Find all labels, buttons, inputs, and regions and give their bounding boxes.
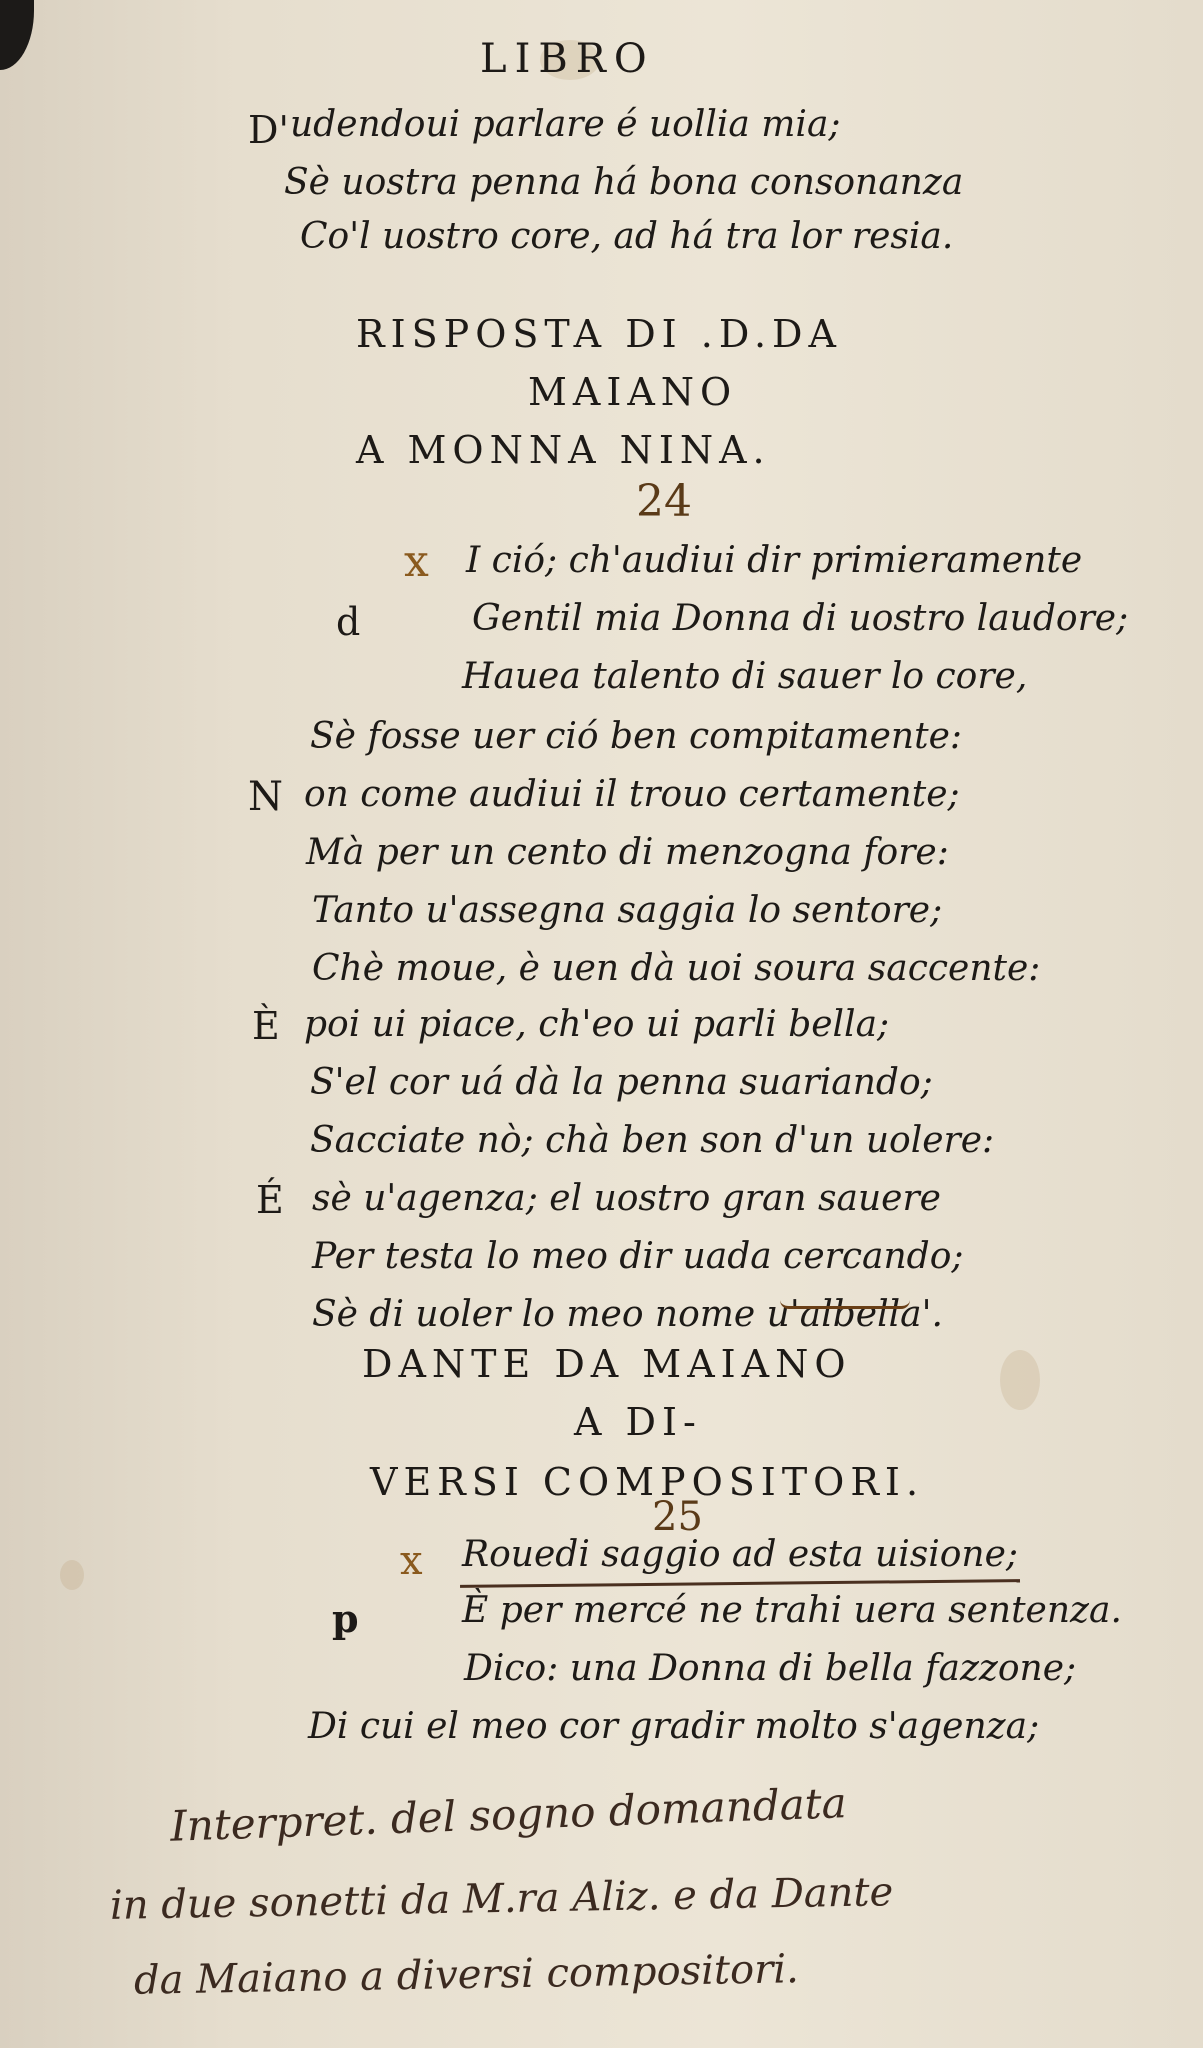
margin-letter: d (336, 600, 361, 644)
intro-initial: D' (248, 108, 289, 152)
section-heading: A DI- (574, 1400, 702, 1444)
text-line: S'el cor uá dà la penna suariando; (310, 1062, 933, 1103)
section-heading: DANTE DA MAIANO (362, 1342, 852, 1386)
page-number-annotation: 24 (636, 476, 692, 527)
handwritten-underline (460, 1575, 1020, 1588)
section-heading: MAIANO (528, 370, 738, 414)
running-head: LIBRO (480, 36, 655, 82)
margin-letter: p (332, 1596, 359, 1641)
handwritten-note-line: Interpret. del sogno domandata (169, 1778, 848, 1851)
handwritten-note-line: in due sonetti da M.ra Aliz. e da Dante (109, 1869, 894, 1929)
page-number-annotation: 25 (652, 1494, 703, 1540)
section-heading: VERSI COMPOSITORI. (370, 1460, 925, 1504)
verse-initial: È (252, 1004, 280, 1048)
text-line: Tanto u'assegna saggia lo sentore; (312, 890, 943, 931)
text-line: Sacciate nò; chà ben son d'un uolere: (310, 1120, 995, 1161)
text-line: Dico: una Donna di bella fazzone; (464, 1648, 1077, 1689)
section-heading: RISPOSTA DI .D.DA (356, 312, 842, 356)
text-line: Sè di uoler lo meo nome u'albella'. (312, 1294, 943, 1335)
text-line: Co'l uostro core, ad há tra lor resia. (300, 216, 954, 257)
text-line: Sè uostra penna há bona consonanza (284, 162, 964, 203)
x-marker: x (404, 536, 429, 587)
handwritten-underline (780, 1300, 910, 1309)
handwritten-note-line: da Maiano a diversi compositori. (133, 1946, 800, 2004)
text-line: Chè moue, è uen dà uoi soura saccente: (312, 948, 1041, 989)
text-line: Per testa lo meo dir uada cercando; (312, 1236, 964, 1277)
verse-initial: N (248, 774, 283, 820)
text-line: Gentil mia Donna di uostro laudore; (472, 598, 1129, 639)
text-line: Mà per un cento di menzogna fore: (306, 832, 949, 873)
page-corner-shadow (0, 0, 34, 70)
text-line: Di cui el meo cor gradir molto s'agenza; (308, 1706, 1040, 1747)
verse-initial: É (256, 1178, 284, 1222)
text-line: I ció; ch'audiui dir primieramente (466, 540, 1083, 581)
text-line: È per mercé ne trahi uera sentenza. (462, 1590, 1122, 1631)
section-heading: A MONNA NINA. (356, 428, 771, 472)
text-line: sè u'agenza; el uostro gran sauere (312, 1178, 941, 1219)
text-line: udendoui parlare é uollia mia; (290, 104, 841, 145)
text-line: poi ui piace, ch'eo ui parli bella; (304, 1004, 890, 1045)
text-line: Rouedi saggio ad esta uisione; (462, 1534, 1019, 1575)
text-line: Sè fosse uer ció ben compitamente: (310, 716, 963, 757)
paper-stain (1000, 1350, 1040, 1410)
text-line: Hauea talento di sauer lo core, (462, 656, 1028, 697)
x-marker: x (400, 1538, 423, 1584)
paper-stain (60, 1560, 84, 1590)
text-line: on come audiui il trouo certamente; (304, 774, 960, 815)
